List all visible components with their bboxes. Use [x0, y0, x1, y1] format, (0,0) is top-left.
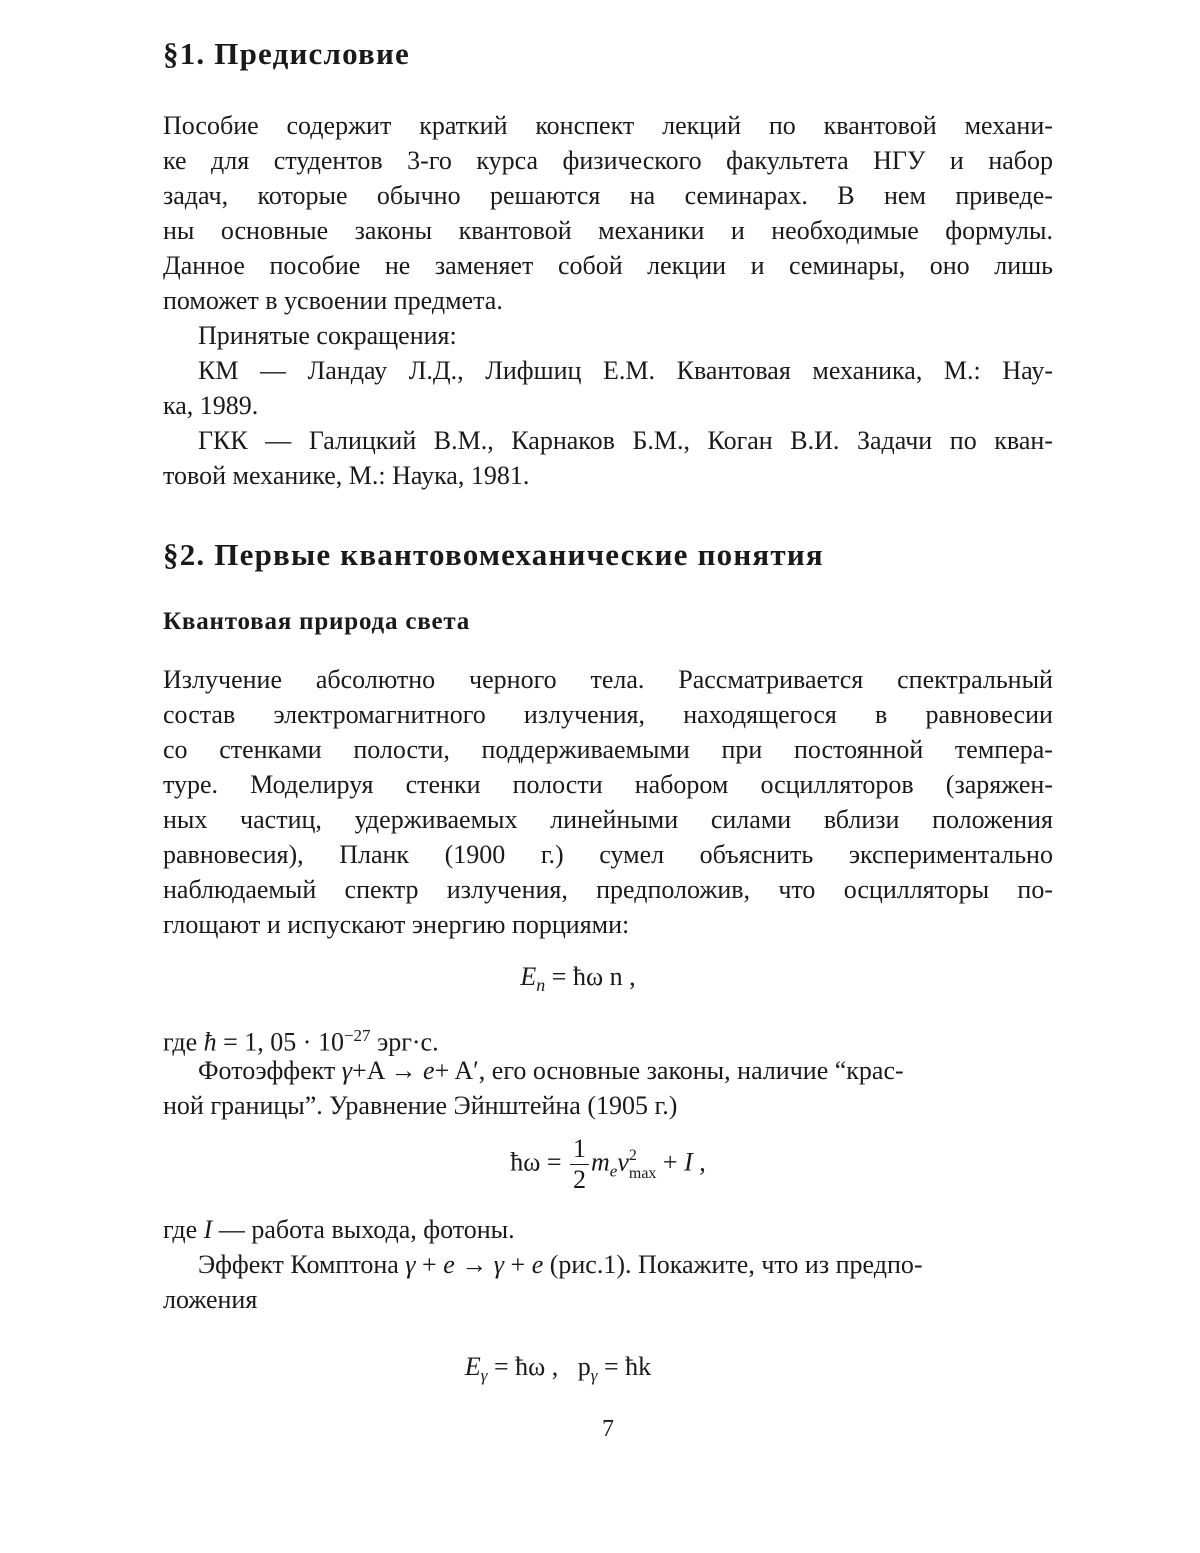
word: находящегося	[683, 700, 837, 729]
word: осцилляторов	[760, 770, 914, 799]
word: силами	[710, 805, 792, 834]
word: В.М.,	[433, 426, 494, 455]
word: сумел	[599, 840, 665, 869]
text-line: ной границы”. Уравнение Эйнштейна (1905 г.)	[163, 1091, 678, 1120]
text-line	[198, 353, 1053, 388]
word: необходимые	[771, 216, 919, 245]
word: тела.	[590, 665, 645, 694]
word: Ландау	[307, 356, 388, 385]
text-line	[163, 697, 1053, 732]
word: нем	[884, 181, 926, 210]
word: вблизи	[823, 805, 900, 834]
word: квантовой	[823, 111, 937, 140]
word: ГКК	[198, 426, 248, 455]
page-number: 7	[602, 1416, 614, 1442]
word: объяснить	[699, 840, 814, 869]
text-line: поможет в усвоении предмета.	[163, 286, 503, 315]
word: М.:	[943, 356, 981, 385]
document-page	[163, 0, 1053, 1553]
word: излучения,	[446, 875, 568, 904]
word: равновесии	[925, 700, 1053, 729]
word: обычно	[376, 181, 461, 210]
word: положения	[932, 805, 1053, 834]
word: Данное	[163, 251, 245, 280]
word: решаются	[489, 181, 601, 210]
word: по	[949, 426, 977, 455]
text-line	[163, 248, 1053, 283]
word: оно	[929, 251, 970, 280]
planck-equation: $E_n$ = ħω n ,	[520, 962, 636, 996]
word: 3-го	[407, 146, 452, 175]
word: лекций	[662, 111, 741, 140]
word: (заряжен-	[945, 770, 1053, 799]
word: при	[721, 735, 763, 764]
word: лекции	[647, 251, 727, 280]
work-function-line: где I — работа выхода, фотоны.	[163, 1215, 515, 1244]
word: механика,	[812, 356, 923, 385]
word: постоянной	[793, 735, 924, 764]
word: в	[875, 700, 888, 729]
word: В	[837, 181, 855, 210]
word: набором	[634, 770, 729, 799]
text-line	[198, 423, 1053, 458]
word: стенки	[405, 770, 481, 799]
word: ке	[163, 146, 187, 175]
word: Квантовая	[676, 356, 791, 385]
word: основные	[220, 216, 329, 245]
word: частиц,	[240, 805, 322, 834]
word: что	[778, 875, 816, 904]
word: и	[750, 251, 765, 280]
word: состав	[163, 700, 236, 729]
word: Карнаков	[511, 426, 615, 455]
word: Нау-	[1002, 356, 1053, 385]
text-line	[163, 662, 1053, 697]
word: Излучение	[163, 665, 283, 694]
word: абсолютно	[315, 665, 436, 694]
word: задач,	[163, 181, 229, 210]
word: на	[629, 181, 656, 210]
word: пособие	[269, 251, 361, 280]
word: черного	[469, 665, 557, 694]
word: механи-	[964, 111, 1053, 140]
word: осцилляторы	[843, 875, 990, 904]
word: предположив,	[596, 875, 751, 904]
word: электромагнитного	[273, 700, 486, 729]
text-line: ложения	[163, 1285, 258, 1314]
word: ны	[163, 216, 195, 245]
photoeffect-line: Фотоэффект γ+A → e+ A′, его основные законы, наличие “крас-	[198, 1056, 904, 1085]
text-line	[163, 178, 1053, 213]
word: не	[384, 251, 411, 280]
word: темпера-	[954, 735, 1053, 764]
word: набор	[988, 146, 1053, 175]
word: механики	[598, 216, 705, 245]
word: (1900	[444, 840, 506, 869]
word: по-	[1017, 875, 1053, 904]
word: —	[265, 426, 292, 455]
word: излучения,	[523, 700, 645, 729]
word: Планк	[339, 840, 410, 869]
word: законы	[354, 216, 433, 245]
word: физического	[562, 146, 702, 175]
einstein-equation: ħω = $\frac{1}{2}$ $m_ev$ 2 max + I ,	[510, 1134, 706, 1194]
word: туре.	[163, 770, 219, 799]
word: приведе-	[955, 181, 1053, 210]
word: конспект	[535, 111, 635, 140]
word: В.И.	[790, 426, 840, 455]
text-line	[163, 143, 1053, 178]
word: и	[949, 146, 964, 175]
text-line	[163, 872, 1053, 907]
word: равновесия),	[163, 840, 304, 869]
text-line	[163, 108, 1053, 143]
word: г.)	[540, 840, 564, 869]
word: удерживаемых	[354, 805, 518, 834]
text-line	[163, 767, 1053, 802]
word: Задачи	[856, 426, 933, 455]
word: экспериментально	[848, 840, 1053, 869]
word: со	[163, 735, 188, 764]
word: Л.Д.,	[408, 356, 464, 385]
word: стенками	[219, 735, 322, 764]
word: и	[730, 216, 745, 245]
word: квантовой	[458, 216, 572, 245]
word: КМ	[198, 356, 239, 385]
text-line	[163, 732, 1053, 767]
subsection-title: Квантовая природа света	[163, 608, 471, 635]
section-2-title: §2. Первые квантовомеханические понятия	[163, 537, 824, 572]
text-line: глощают и испускают энергию порциями:	[163, 910, 630, 939]
word: НГУ	[873, 146, 926, 175]
abbreviations-intro: Принятые сокращения:	[198, 321, 457, 350]
word: которые	[257, 181, 348, 210]
text-line	[163, 213, 1053, 248]
text-line: ка, 1989.	[163, 391, 259, 420]
word: спектральный	[897, 665, 1053, 694]
word: Галицкий	[308, 426, 417, 455]
text-line: товой механике, М.: Наука, 1981.	[163, 461, 530, 490]
word: заменяет	[434, 251, 534, 280]
hbar-value-line: где ħ = 1, $05 \cdot 10^{-27}$ эрг·с.	[163, 1026, 439, 1057]
word: курса	[476, 146, 539, 175]
word: Пособие	[163, 111, 259, 140]
word: полости,	[353, 735, 450, 764]
word: лишь	[994, 251, 1053, 280]
word: краткий	[419, 111, 508, 140]
word: спектр	[344, 875, 419, 904]
photon-energy-momentum-equation: $E_\gamma$ = ħω , $p_\gamma$ = ħk	[464, 1352, 652, 1386]
word: линейными	[550, 805, 679, 834]
word: Коган	[707, 426, 773, 455]
text-line	[163, 802, 1053, 837]
text-line	[163, 837, 1053, 872]
word: студентов	[273, 146, 383, 175]
word: —	[260, 356, 287, 385]
word: формулы.	[945, 216, 1053, 245]
word: наблюдаемый	[163, 875, 317, 904]
word: Б.М.,	[632, 426, 690, 455]
word: для	[211, 146, 250, 175]
word: кван-	[994, 426, 1053, 455]
word: Моделируя	[250, 770, 374, 799]
compton-line: Эффект Комптона γ + e → γ + e (рис.1). Покажите, что из предпо-	[198, 1250, 923, 1279]
word: факультета	[726, 146, 849, 175]
section-1-title: §1. Предисловие	[163, 36, 410, 71]
fraction: $\frac{1}{2}$	[570, 1134, 589, 1195]
word: поддерживаемыми	[481, 735, 690, 764]
word: Лифшиц	[485, 356, 582, 385]
word: собой	[557, 251, 623, 280]
word: Е.М.	[603, 356, 656, 385]
word: по	[768, 111, 796, 140]
word: Рассматривается	[678, 665, 864, 694]
word: содержит	[286, 111, 392, 140]
word: семинарах.	[684, 181, 808, 210]
word: полости	[512, 770, 603, 799]
word: семинары,	[789, 251, 906, 280]
word: ных	[163, 805, 208, 834]
